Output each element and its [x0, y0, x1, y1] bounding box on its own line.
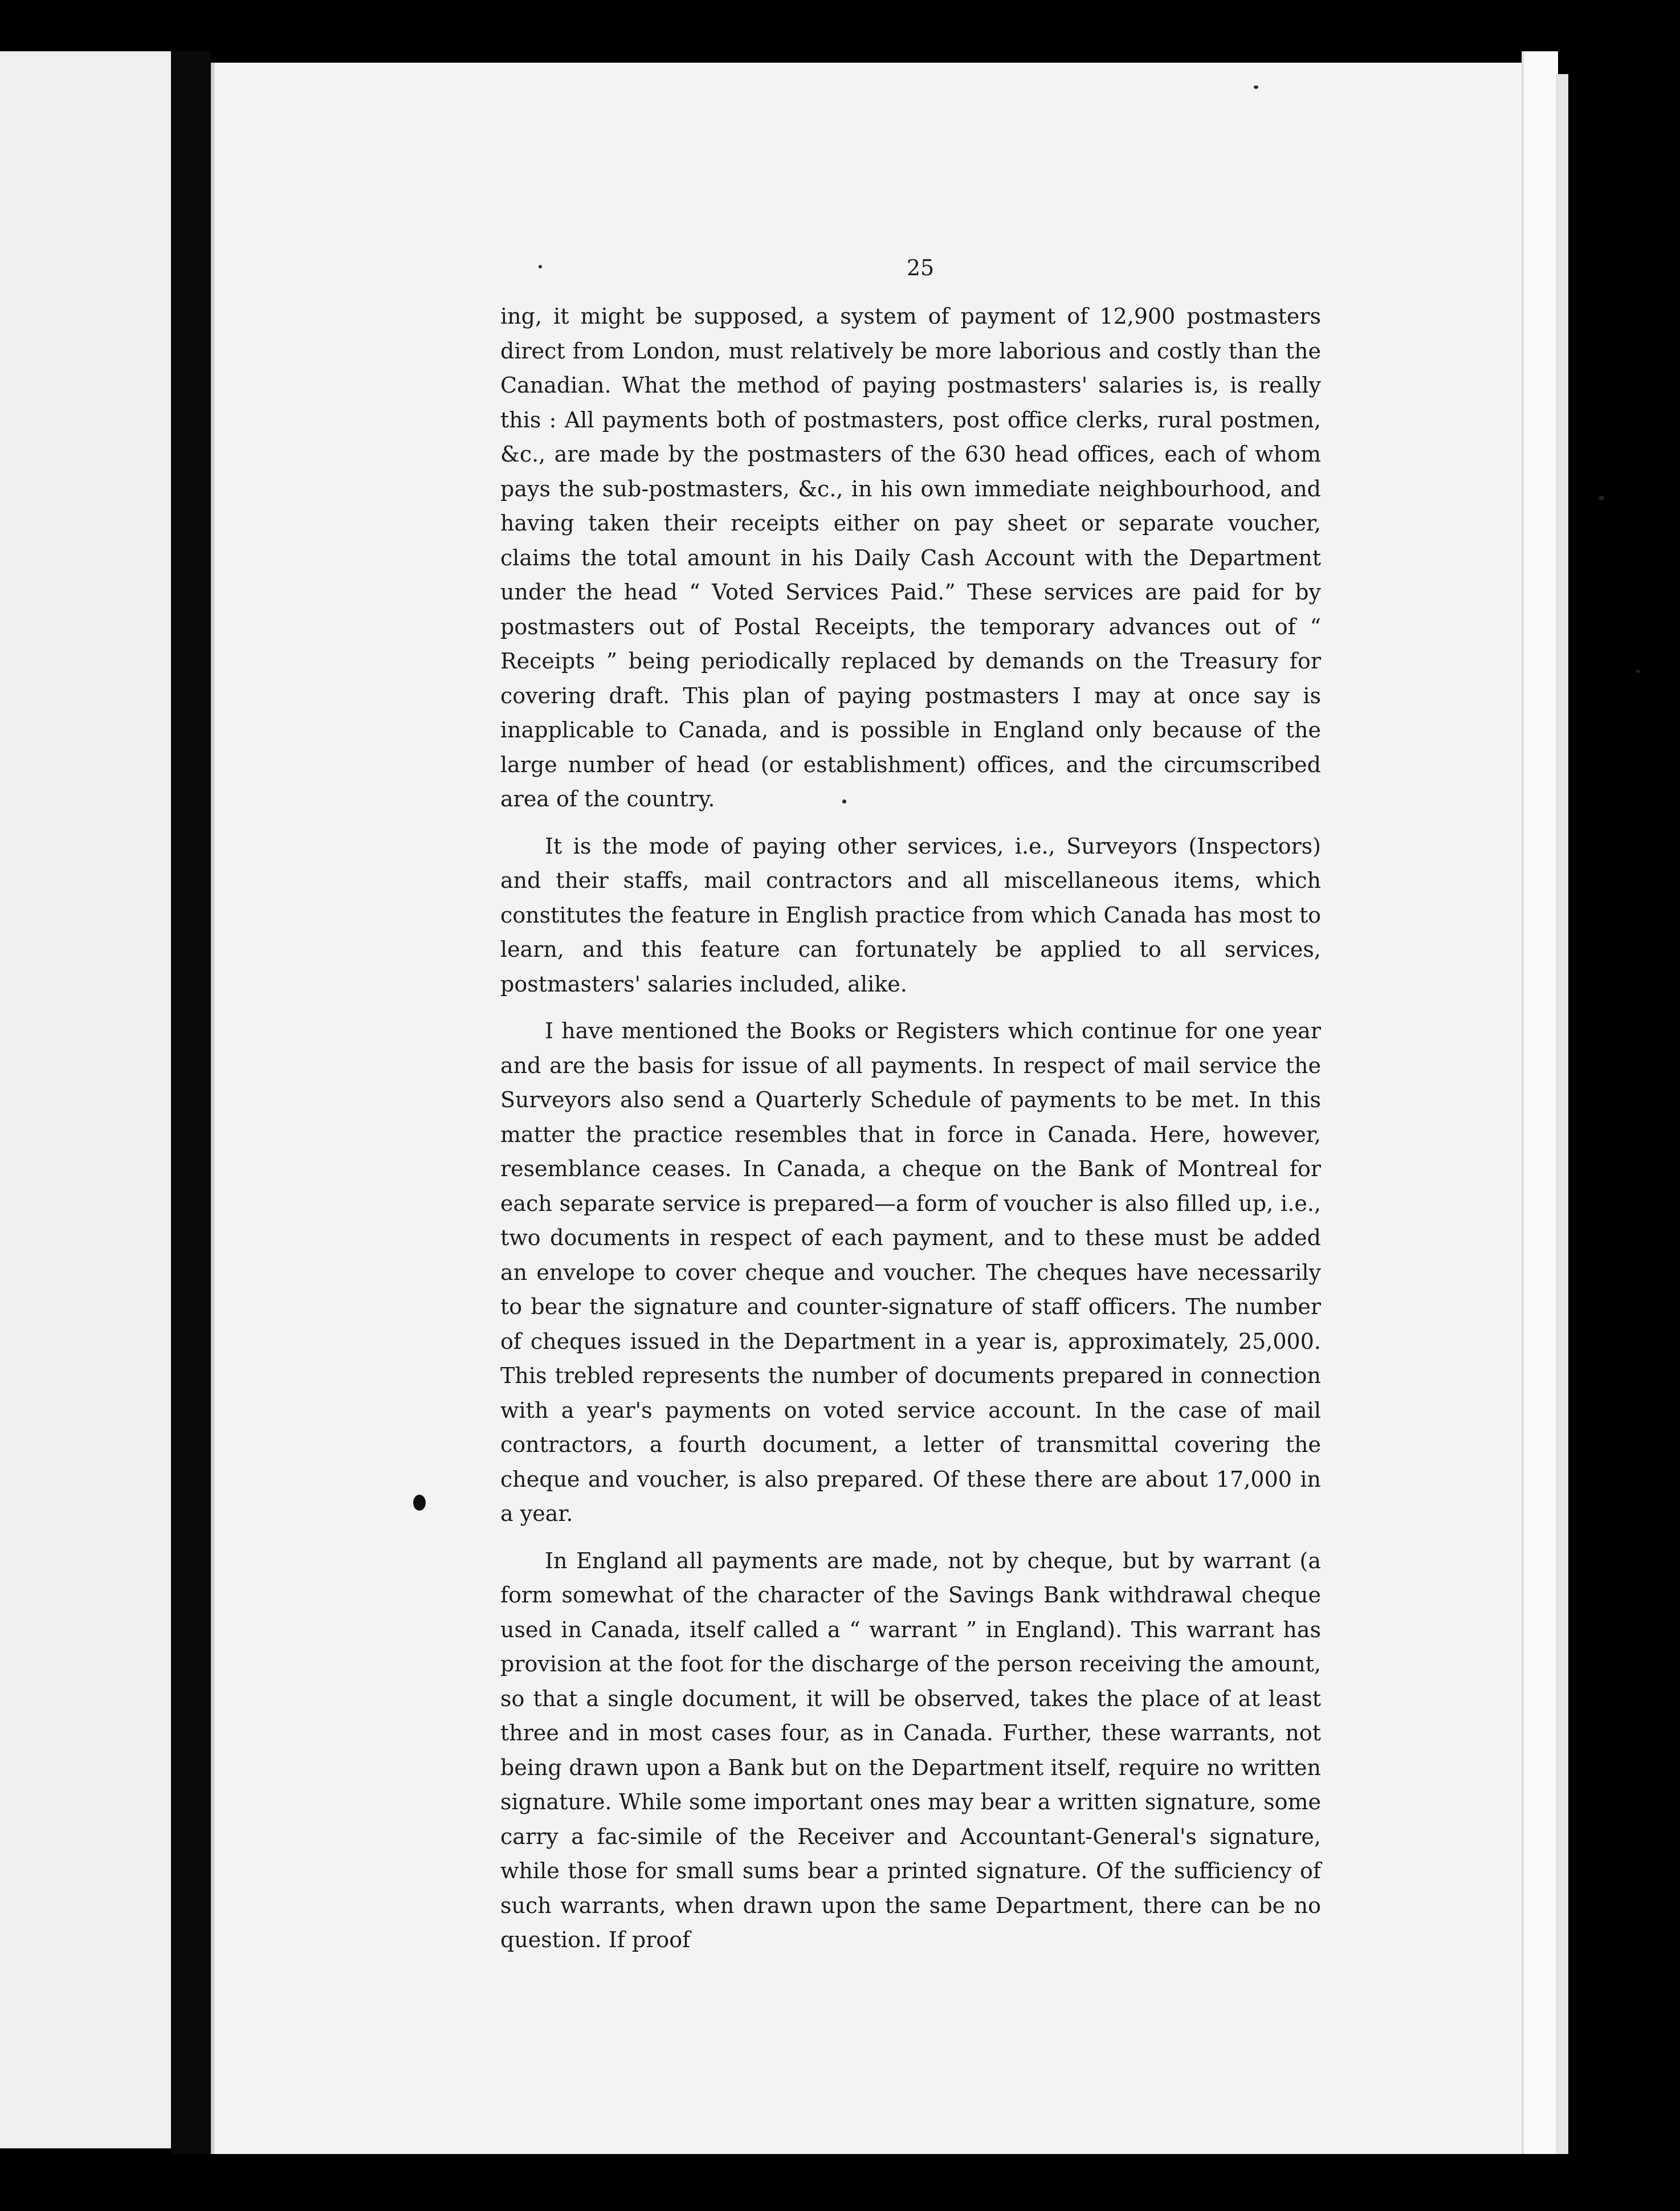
dust-speck: [1599, 496, 1604, 500]
paragraph-1: ing, it might be supposed, a system of payment of 12,900 postmasters direct from London, must relatively be more laborious and costly than the Canadian. What the method of paying postmasters' salaries is, is really this : All payments both of postmasters, post office clerks, rural postmen, &c., are made by the postmasters of the 630 head offices, each of whom pays the sub-postmasters, &c., in his own immediate neighbourhood, and having taken their receipts either on pay sheet or separate voucher, claims the total amount in his Daily Cash Account with the Department under the head “ Voted Services Paid.” These services are paid for by postmasters out of Postal Receipts, the temporary advances out of “ Receipts ” being periodically replaced by demands on the Treasury for covering draft. This plan of paying postmasters I may at once say is inapplicable to Canada, and is possible in England only because of the large number of head (or establishment) offices, and the circumscribed area of the country.: [500, 304, 1321, 811]
dust-speck: [842, 799, 846, 803]
dust-speck: [539, 265, 542, 268]
book-gutter: [171, 51, 211, 2154]
page-number: 25: [906, 255, 935, 280]
dust-speck: [1636, 670, 1640, 673]
ink-blot-mark: [413, 1495, 426, 1511]
page-fore-edge-shadow: [1556, 74, 1568, 2154]
paragraph-2: It is the mode of paying other services, i.e., Surveyors (Inspectors) and their staffs, mail contractors and all miscellaneous items, which constitutes the feature in English practice from which Canada has most to learn, and this feature can fortunately be applied to all services, postmasters' salaries included, alike.: [500, 833, 1321, 997]
dust-speck: [1254, 85, 1258, 89]
paragraph-4: In England all payments are made, not by cheque, but by warrant (a form somewhat of the character of the Savings Bank withdrawal cheque used in Canada, itself called a “ warrant ” in England). This warrant has provision at the foot for the discharge of the person receiving the amount, so that a single document, it will be observed, takes the place of at least three and in most cases four, as in Canada. Further, these warrants, not being drawn upon a Bank but on the Department itself, require no written signature. While some important ones may bear a written signature, some carry a fac-simile of the Receiver and Accountant-General's signature, while those for small sums bear a printed signature. Of the sufficiency of such warrants, when drawn upon the same Department, there can be no question. If proof: [500, 1548, 1321, 1952]
page-fore-edge: [1522, 51, 1558, 2154]
previous-page-edge: [0, 51, 177, 2148]
body-text: [500, 299, 1321, 1970]
paragraph-3: I have mentioned the Books or Registers which continue for one year and are the basis for issue of all payments. In respect of mail service the Surveyors also send a Quarterly Schedule of payments to be met. In this matter the practice resembles that in force in Canada. Here, however, resemblance ceases. In Canada, a cheque on the Bank of Montreal for each separate service is prepared—a form of voucher is also filled up, i.e., two documents in respect of each payment, and to these must be added an envelope to cover cheque and voucher. The cheques have necessarily to bear the signature and counter-signature of staff officers. The number of cheques issued in the Department in a year is, approximately, 25,000. This trebled represents the number of documents prepared in connection with a year's payments on voted service account. In the case of mail contractors, a fourth document, a letter of transmittal covering the cheque and voucher, is also prepared. Of these there are about 17,000 in a year.: [500, 1018, 1321, 1526]
